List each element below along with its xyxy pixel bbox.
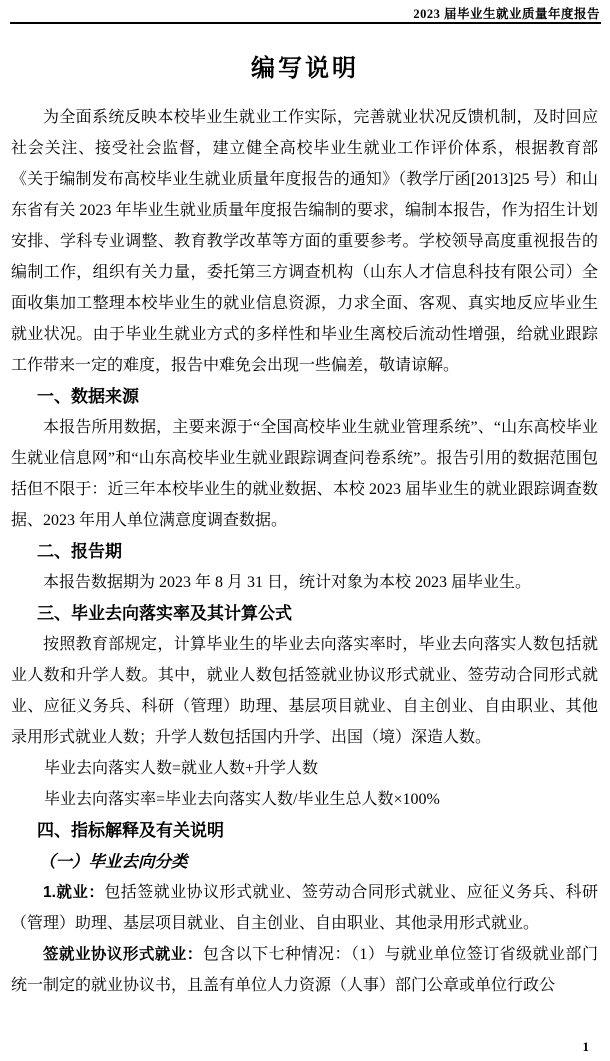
placement-rate-paragraph: 按照教育部规定，计算毕业生的毕业去向落实率时，毕业去向落实人数包括就业人数和升学人数。其中，就业人数包括签就业协议形式就业、签劳动合同形式就业、应征义务兵、科研（管理）助理、基层项目就业、自主创业、自由职业、其他录用形式就业人数；升学人数包括国内升学、出国（境）深造人数。 (11, 636, 598, 746)
intro-paragraph: 为全面系统反映本校毕业生就业工作实际，完善就业状况反馈机制，及时回应社会关注、接受社会监督，建立健全高校毕业生就业工作评价体系，根据教育部《关于编制发布高校毕业生就业质量年度报告的通知》（教学厅函[2013]25 号）和山东省有关 2023 年毕业生就业质量年度报告编制的要求，编制本报告，作为招生计划安排、学科专业调整、教育教学改革等方面的重要参考。学校领导高度重视报告的编制工作，组织有关力量，委托第三方调查机构（山东人才信息科技有限公司）全面收集加工整理本校毕业生的就业信息资源，力求全面、客观、真实地反应毕业生就业状况。由于毕业生就业方式的多样性和毕业生离校后流动性增强，给就业跟踪工作带来一定的难度，报告中难免会出现一些偏差，敬请谅解。 (11, 109, 598, 374)
employment-definition-paragraph (11, 877, 598, 939)
employment-definition-text: 包括签就业协议形式就业、签劳动合同形式就业、应征义务兵、科研（管理）助理、基层项目就业、自主创业、自由职业、其他录用形式就业。 (11, 884, 598, 932)
page-number: 1 (582, 1039, 589, 1054)
section-heading-report-period: 二、报告期 (37, 542, 122, 561)
document-body (11, 102, 598, 1001)
document-title: 编写说明 (251, 55, 359, 82)
section-heading-placement-rate: 三、毕业去向落实率及其计算公式 (37, 604, 292, 623)
header-divider (10, 22, 601, 24)
sub-heading-graduation-destination: （一）毕业去向分类 (39, 852, 188, 871)
page-header (10, 4, 600, 22)
agreement-employment-term-label: 签就业协议形式就业： (43, 946, 203, 963)
report-period-paragraph: 本报告数据期为 2023 年 8 月 31 日，统计对象为本校 2023 届毕业生。 (43, 574, 532, 591)
agreement-employment-paragraph (11, 939, 598, 1001)
formula-placement-rate: 毕业去向落实率=毕业去向落实人数/毕业生总人数×100% (44, 791, 440, 808)
employment-term-label: 1.就业： (43, 884, 105, 901)
data-source-paragraph: 本报告所用数据，主要来源于“全国高校毕业生就业管理系统”、“山东高校毕业生就业信息网”和“山东高校毕业生就业跟踪调查问卷系统”。报告引用的数据范围包括但不限于：近三年本校毕业生的就业数据、本校 2023 届毕业生的就业跟踪调查数据、2023 年用人单位满意度调查数据。 (11, 419, 598, 529)
agreement-employment-text: 包含以下七种情况：（1）与就业单位签订省级就业部门统一制定的就业协议书，且盖有单位人力资源（人事）部门公章或单位行政公 (11, 946, 598, 994)
section-heading-indicator-explanation: 四、指标解释及有关说明 (37, 821, 224, 840)
running-title: 2023 届毕业生就业质量年度报告 (413, 7, 600, 21)
formula-placement-count: 毕业去向落实人数=就业人数+升学人数 (44, 760, 319, 777)
section-heading-data-source: 一、数据来源 (37, 387, 139, 406)
